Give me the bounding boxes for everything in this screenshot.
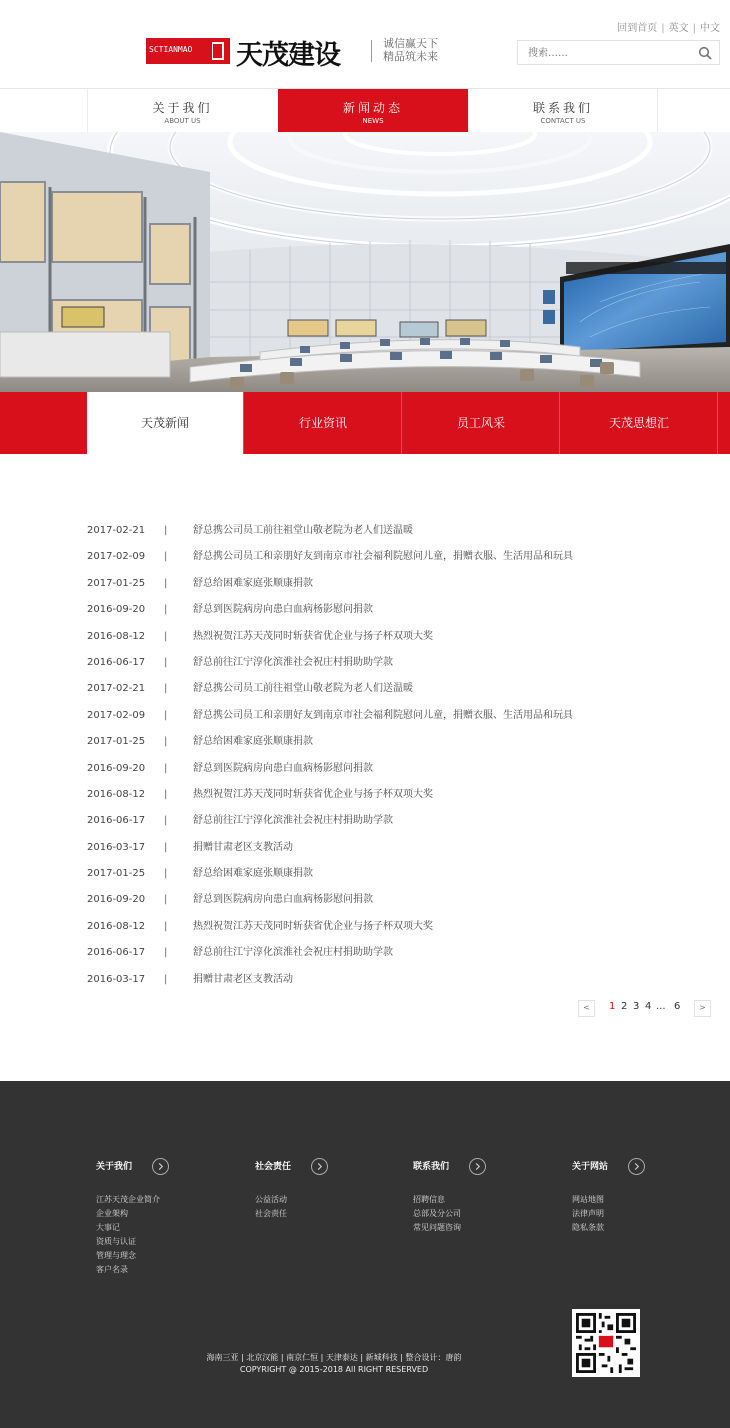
news-title[interactable]: 舒总到医院病房向患白血病杨影慰问捐款: [193, 604, 373, 616]
list-item[interactable]: [87, 597, 687, 623]
search-input[interactable]: [528, 45, 688, 61]
news-separator: |: [164, 709, 168, 721]
chevron-right-icon[interactable]: [152, 1158, 169, 1175]
news-separator: |: [164, 630, 168, 642]
footer-heading[interactable]: [96, 1160, 160, 1174]
tab-tianmao-news[interactable]: 天茂新闻: [87, 392, 244, 454]
news-separator: |: [164, 868, 168, 880]
chevron-right-icon[interactable]: [311, 1158, 328, 1175]
nav-label: 关于我们: [152, 101, 213, 115]
nav-sublabel: ABOUT US: [164, 117, 201, 125]
qr-code-icon: [576, 1313, 636, 1373]
news-title[interactable]: 舒总到医院病房向患白血病杨影慰问捐款: [193, 762, 373, 774]
tab-staff-style[interactable]: 员工风采: [403, 392, 560, 454]
tab-tianmao-thoughts[interactable]: 天茂思想汇: [561, 392, 718, 454]
footer-column-contact: [413, 1160, 461, 1235]
site-header: [0, 0, 730, 88]
footer-column-social: [255, 1160, 291, 1221]
news-title[interactable]: 舒总给困难家庭张顺康捐款: [193, 736, 313, 748]
footer-link[interactable]: 总部及分公司: [413, 1209, 461, 1218]
news-date: 2017-01-25: [87, 736, 146, 748]
news-separator: |: [164, 920, 168, 932]
list-item[interactable]: [87, 914, 687, 940]
list-item[interactable]: [87, 729, 687, 755]
news-title[interactable]: 舒总给困难家庭张顺康捐款: [193, 868, 313, 880]
news-separator: |: [164, 815, 168, 827]
footer-heading[interactable]: [255, 1160, 291, 1174]
list-item[interactable]: [87, 571, 687, 597]
news-date: 2017-02-09: [87, 709, 146, 721]
footer-copyright: COPYRIGHT @ 2015-2018 All RIGHT RESERVED: [239, 1365, 429, 1374]
footer-link[interactable]: 大事记: [96, 1223, 120, 1232]
list-item[interactable]: [87, 782, 687, 808]
news-separator: |: [164, 762, 168, 774]
footer-column-about: [96, 1160, 160, 1277]
news-date: 2016-08-12: [87, 788, 146, 800]
top-links: [617, 19, 720, 34]
news-separator: |: [164, 656, 168, 668]
footer-partners: 海南三亚 | 北京汉能 | 南京仁恒 | 天津泰达 | 新城科技 | 整合设计：唐韵: [206, 1353, 462, 1362]
news-date: 2016-03-17: [87, 973, 146, 985]
news-date: 2017-02-09: [87, 551, 146, 563]
footer-link[interactable]: 招聘信息: [413, 1195, 445, 1204]
link-english[interactable]: 英文: [668, 23, 689, 34]
footer-link[interactable]: 江苏天茂企业简介: [96, 1195, 160, 1204]
nav-sublabel: NEWS: [362, 117, 384, 125]
list-item[interactable]: [87, 940, 687, 966]
news-separator: |: [164, 736, 168, 748]
news-date: 2016-06-17: [87, 815, 146, 827]
footer-column-site: [572, 1160, 608, 1235]
footer-heading-label: 社会责任: [255, 1162, 292, 1172]
page-ellipsis: ...: [656, 1001, 666, 1012]
logo-chinese[interactable]: 天茂建设: [236, 40, 340, 71]
logo-english: SCTIANMAO: [149, 45, 193, 54]
footer-heading-label: 关于网站: [572, 1162, 609, 1172]
chevron-right-icon[interactable]: [628, 1158, 645, 1175]
main-nav: [0, 88, 730, 132]
page-3[interactable]: 3: [633, 1001, 640, 1012]
nav-sublabel: CONTACT US: [540, 117, 586, 125]
control-room-illustration: [0, 132, 730, 392]
news-title[interactable]: 舒总携公司员工和亲朋好友到南京市社会福利院慰问儿童，捐赠衣服、生活用品和玩具: [193, 709, 573, 721]
news-date: 2016-09-20: [87, 894, 146, 906]
list-item[interactable]: [87, 835, 687, 861]
nav-label: 新闻动态: [342, 101, 403, 115]
footer-link[interactable]: 资质与认证: [96, 1237, 136, 1246]
news-date: 2016-08-12: [87, 630, 146, 642]
footer-link[interactable]: 管理与理念: [96, 1251, 136, 1260]
link-divider: |: [661, 23, 665, 34]
logo-divider: [371, 40, 372, 62]
slogan: [383, 37, 438, 63]
news-date: 2016-09-20: [87, 604, 146, 616]
list-item[interactable]: [87, 676, 687, 702]
footer-link[interactable]: 公益活动: [255, 1195, 287, 1204]
prev-page-button[interactable]: <: [578, 1000, 595, 1017]
news-date: 2016-03-17: [87, 841, 146, 853]
news-title[interactable]: 热烈祝贺江苏天茂同时斩获省优企业与扬子杯双项大奖: [193, 788, 433, 800]
news-date: 2017-02-21: [87, 525, 146, 536]
logo-mark[interactable]: [146, 38, 230, 64]
news-date: 2017-01-25: [87, 577, 146, 589]
news-title[interactable]: 舒总到医院病房向患白血病杨影慰问捐款: [193, 894, 373, 906]
list-item[interactable]: [87, 518, 687, 544]
news-title[interactable]: 舒总给困难家庭张顺康捐款: [193, 577, 313, 589]
list-item[interactable]: [87, 887, 687, 913]
news-title[interactable]: 捐赠甘肃老区支教活动: [193, 841, 293, 853]
slogan-line-1: 诚信赢天下: [383, 37, 438, 50]
footer-heading-label: 关于我们: [96, 1162, 133, 1172]
list-item[interactable]: [87, 544, 687, 570]
footer-links: [413, 1193, 461, 1235]
news-list: [87, 518, 687, 993]
news-separator: |: [164, 604, 168, 616]
news-title[interactable]: 热烈祝贺江苏天茂同时斩获省优企业与扬子杯双项大奖: [193, 920, 433, 932]
banner-image: [0, 132, 730, 392]
news-date: 2016-06-17: [87, 947, 146, 959]
list-item[interactable]: [87, 808, 687, 834]
news-separator: |: [164, 841, 168, 853]
door-icon: [212, 42, 224, 60]
search-box: [517, 40, 720, 65]
nav-item-news[interactable]: [278, 89, 468, 133]
footer-links: [255, 1193, 291, 1221]
link-chinese[interactable]: 中文: [700, 23, 720, 34]
next-page-button[interactable]: >: [694, 1000, 711, 1017]
news-separator: |: [164, 525, 168, 536]
footer-link[interactable]: 隐私条款: [572, 1223, 604, 1232]
news-title[interactable]: 舒总前往江宁淳化滨淮社会祝庄村捐助助学款: [193, 947, 393, 959]
news-separator: |: [164, 947, 168, 959]
news-separator: |: [164, 973, 168, 985]
footer-heading-label: 联系我们: [413, 1162, 450, 1172]
news-date: 2016-06-17: [87, 656, 146, 668]
list-item[interactable]: [87, 624, 687, 650]
page-6[interactable]: 6: [674, 1001, 681, 1012]
search-icon[interactable]: [698, 46, 712, 60]
footer-heading[interactable]: [413, 1160, 461, 1174]
news-title[interactable]: 舒总携公司员工前往祖堂山敬老院为老人们送温暖: [193, 683, 413, 695]
page-1[interactable]: 1: [609, 1001, 616, 1012]
link-divider: |: [692, 23, 696, 34]
list-item[interactable]: [87, 650, 687, 676]
news-date: 2017-01-25: [87, 868, 146, 880]
news-separator: |: [164, 683, 168, 695]
footer-link[interactable]: 网站地图: [572, 1195, 604, 1204]
news-separator: |: [164, 551, 168, 563]
chevron-right-icon[interactable]: [469, 1158, 486, 1175]
list-item[interactable]: [87, 703, 687, 729]
news-date: 2016-09-20: [87, 762, 146, 774]
footer-link[interactable]: 客户名录: [96, 1265, 128, 1274]
slogan-line-2: 精品筑未来: [383, 50, 438, 63]
footer-link[interactable]: 社会责任: [255, 1209, 287, 1218]
sub-nav: [0, 392, 730, 454]
footer-heading[interactable]: [572, 1160, 608, 1174]
footer-link[interactable]: 常见问题咨询: [413, 1223, 461, 1232]
news-title[interactable]: 舒总前往江宁淳化滨淮社会祝庄村捐助助学款: [193, 656, 393, 668]
page-4[interactable]: 4: [645, 1001, 652, 1012]
list-item[interactable]: [87, 967, 687, 993]
tab-industry-news[interactable]: 行业资讯: [245, 392, 402, 454]
news-title[interactable]: 舒总前往江宁淳化滨淮社会祝庄村捐助助学款: [193, 815, 393, 827]
nav-item-contact[interactable]: [468, 89, 658, 133]
news-title[interactable]: 舒总携公司员工和亲朋好友到南京市社会福利院慰问儿童，捐赠衣服、生活用品和玩具: [193, 551, 573, 563]
news-separator: |: [164, 788, 168, 800]
footer-links: [572, 1193, 608, 1235]
footer-links: [96, 1193, 160, 1277]
news-title[interactable]: 舒总携公司员工前往祖堂山敬老院为老人们送温暖: [193, 525, 413, 536]
news-title[interactable]: 热烈祝贺江苏天茂同时斩获省优企业与扬子杯双项大奖: [193, 630, 433, 642]
page-2[interactable]: 2: [621, 1001, 628, 1012]
link-home[interactable]: 回到首页: [617, 23, 658, 34]
nav-item-about[interactable]: [87, 89, 277, 133]
news-separator: |: [164, 577, 168, 589]
footer-link[interactable]: 企业架构: [96, 1209, 128, 1218]
news-separator: |: [164, 894, 168, 906]
news-date: 2016-08-12: [87, 920, 146, 932]
list-item[interactable]: [87, 756, 687, 782]
list-item[interactable]: [87, 861, 687, 887]
news-title[interactable]: 捐赠甘肃老区支教活动: [193, 973, 293, 985]
news-date: 2017-02-21: [87, 683, 146, 695]
footer-link[interactable]: 法律声明: [572, 1209, 604, 1218]
nav-label: 联系我们: [532, 101, 593, 115]
